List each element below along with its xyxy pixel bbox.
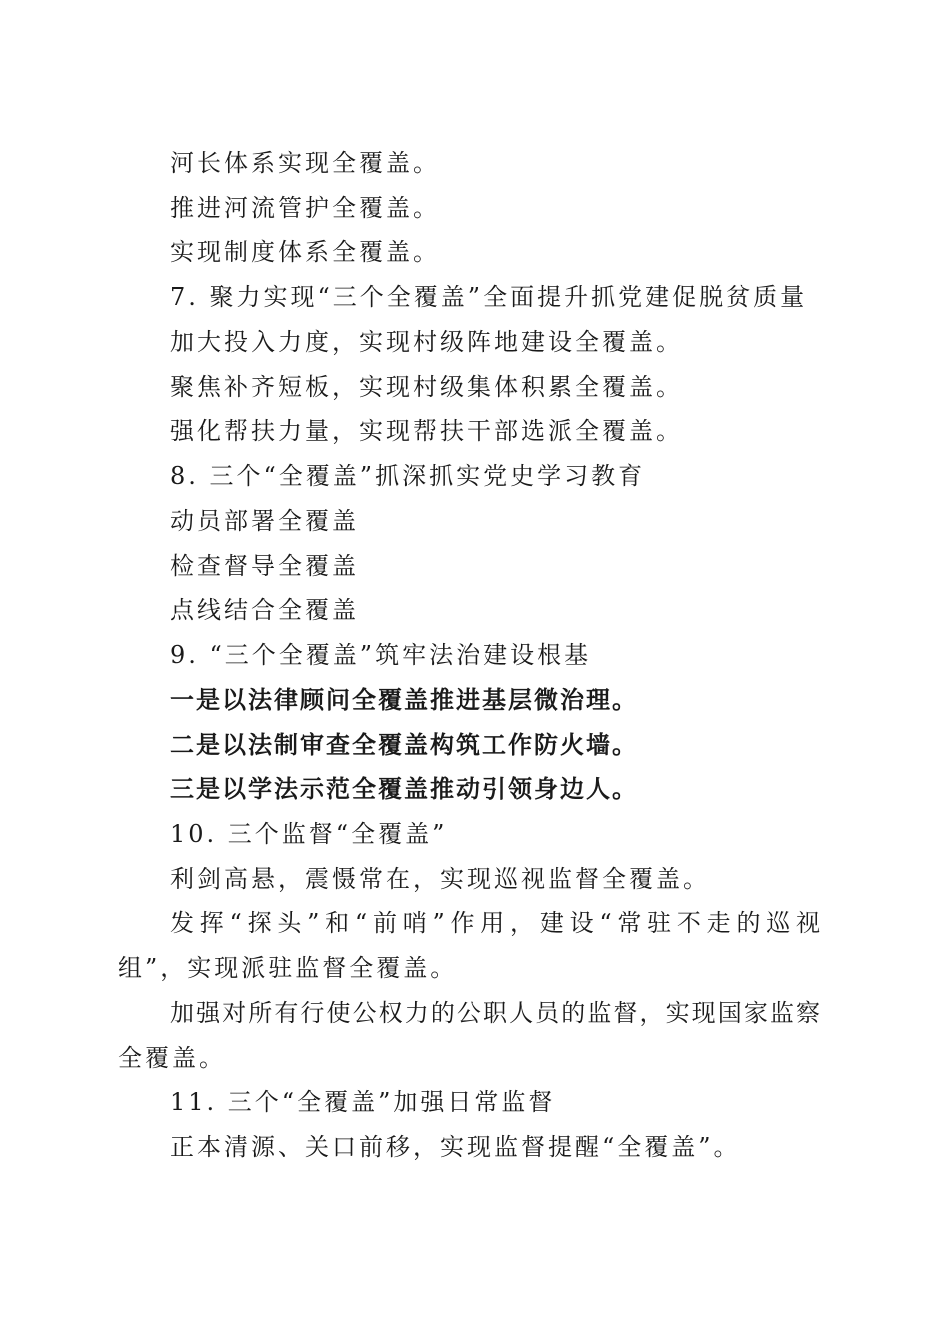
text-line: 聚焦补齐短板，实现村级集体积累全覆盖。 bbox=[170, 373, 683, 401]
text-line: 河长体系实现全覆盖。 bbox=[170, 149, 440, 177]
bold-text-line: 三是以学法示范全覆盖推动引领身边人。 bbox=[170, 774, 638, 803]
section-heading-9: 9. “三个全覆盖”筑牢法治建设根基 bbox=[170, 641, 592, 669]
paragraph-line-continuation: 全覆盖。 bbox=[118, 1044, 226, 1072]
text-line: 点线结合全覆盖 bbox=[170, 596, 359, 624]
bold-text-line: 一是以法律顾问全覆盖推进基层微治理。 bbox=[170, 685, 638, 714]
text-line: 检查督导全覆盖 bbox=[170, 552, 359, 580]
text-line: 实现制度体系全覆盖。 bbox=[170, 238, 440, 266]
text-line: 推进河流管护全覆盖。 bbox=[170, 194, 440, 222]
paragraph-line-start: 发挥“探头”和“前哨”作用，建设“常驻不走的巡视 bbox=[170, 909, 822, 937]
section-heading-7: 7. 聚力实现“三个全覆盖”全面提升抓党建促脱贫质量 bbox=[170, 283, 808, 311]
section-heading-11: 11. 三个“全覆盖”加强日常监督 bbox=[170, 1088, 556, 1116]
paragraph-line-start: 加强对所有行使公权力的公职人员的监督，实现国家监察 bbox=[170, 999, 822, 1027]
section-heading-10: 10. 三个监督“全覆盖” bbox=[170, 820, 448, 848]
text-line: 利剑高悬，震慑常在，实现巡视监督全覆盖。 bbox=[170, 865, 710, 893]
text-line: 加大投入力度，实现村级阵地建设全覆盖。 bbox=[170, 328, 683, 356]
section-heading-8: 8. 三个“全覆盖”抓深抓实党史学习教育 bbox=[170, 462, 646, 490]
text-line: 动员部署全覆盖 bbox=[170, 507, 359, 535]
text-line: 强化帮扶力量，实现帮扶干部选派全覆盖。 bbox=[170, 417, 683, 445]
paragraph-line-continuation: 组”，实现派驻监督全覆盖。 bbox=[118, 954, 458, 982]
bold-text-line: 二是以法制审查全覆盖构筑工作防火墙。 bbox=[170, 730, 638, 759]
text-line: 正本清源、关口前移，实现监督提醒“全覆盖”。 bbox=[170, 1133, 741, 1161]
